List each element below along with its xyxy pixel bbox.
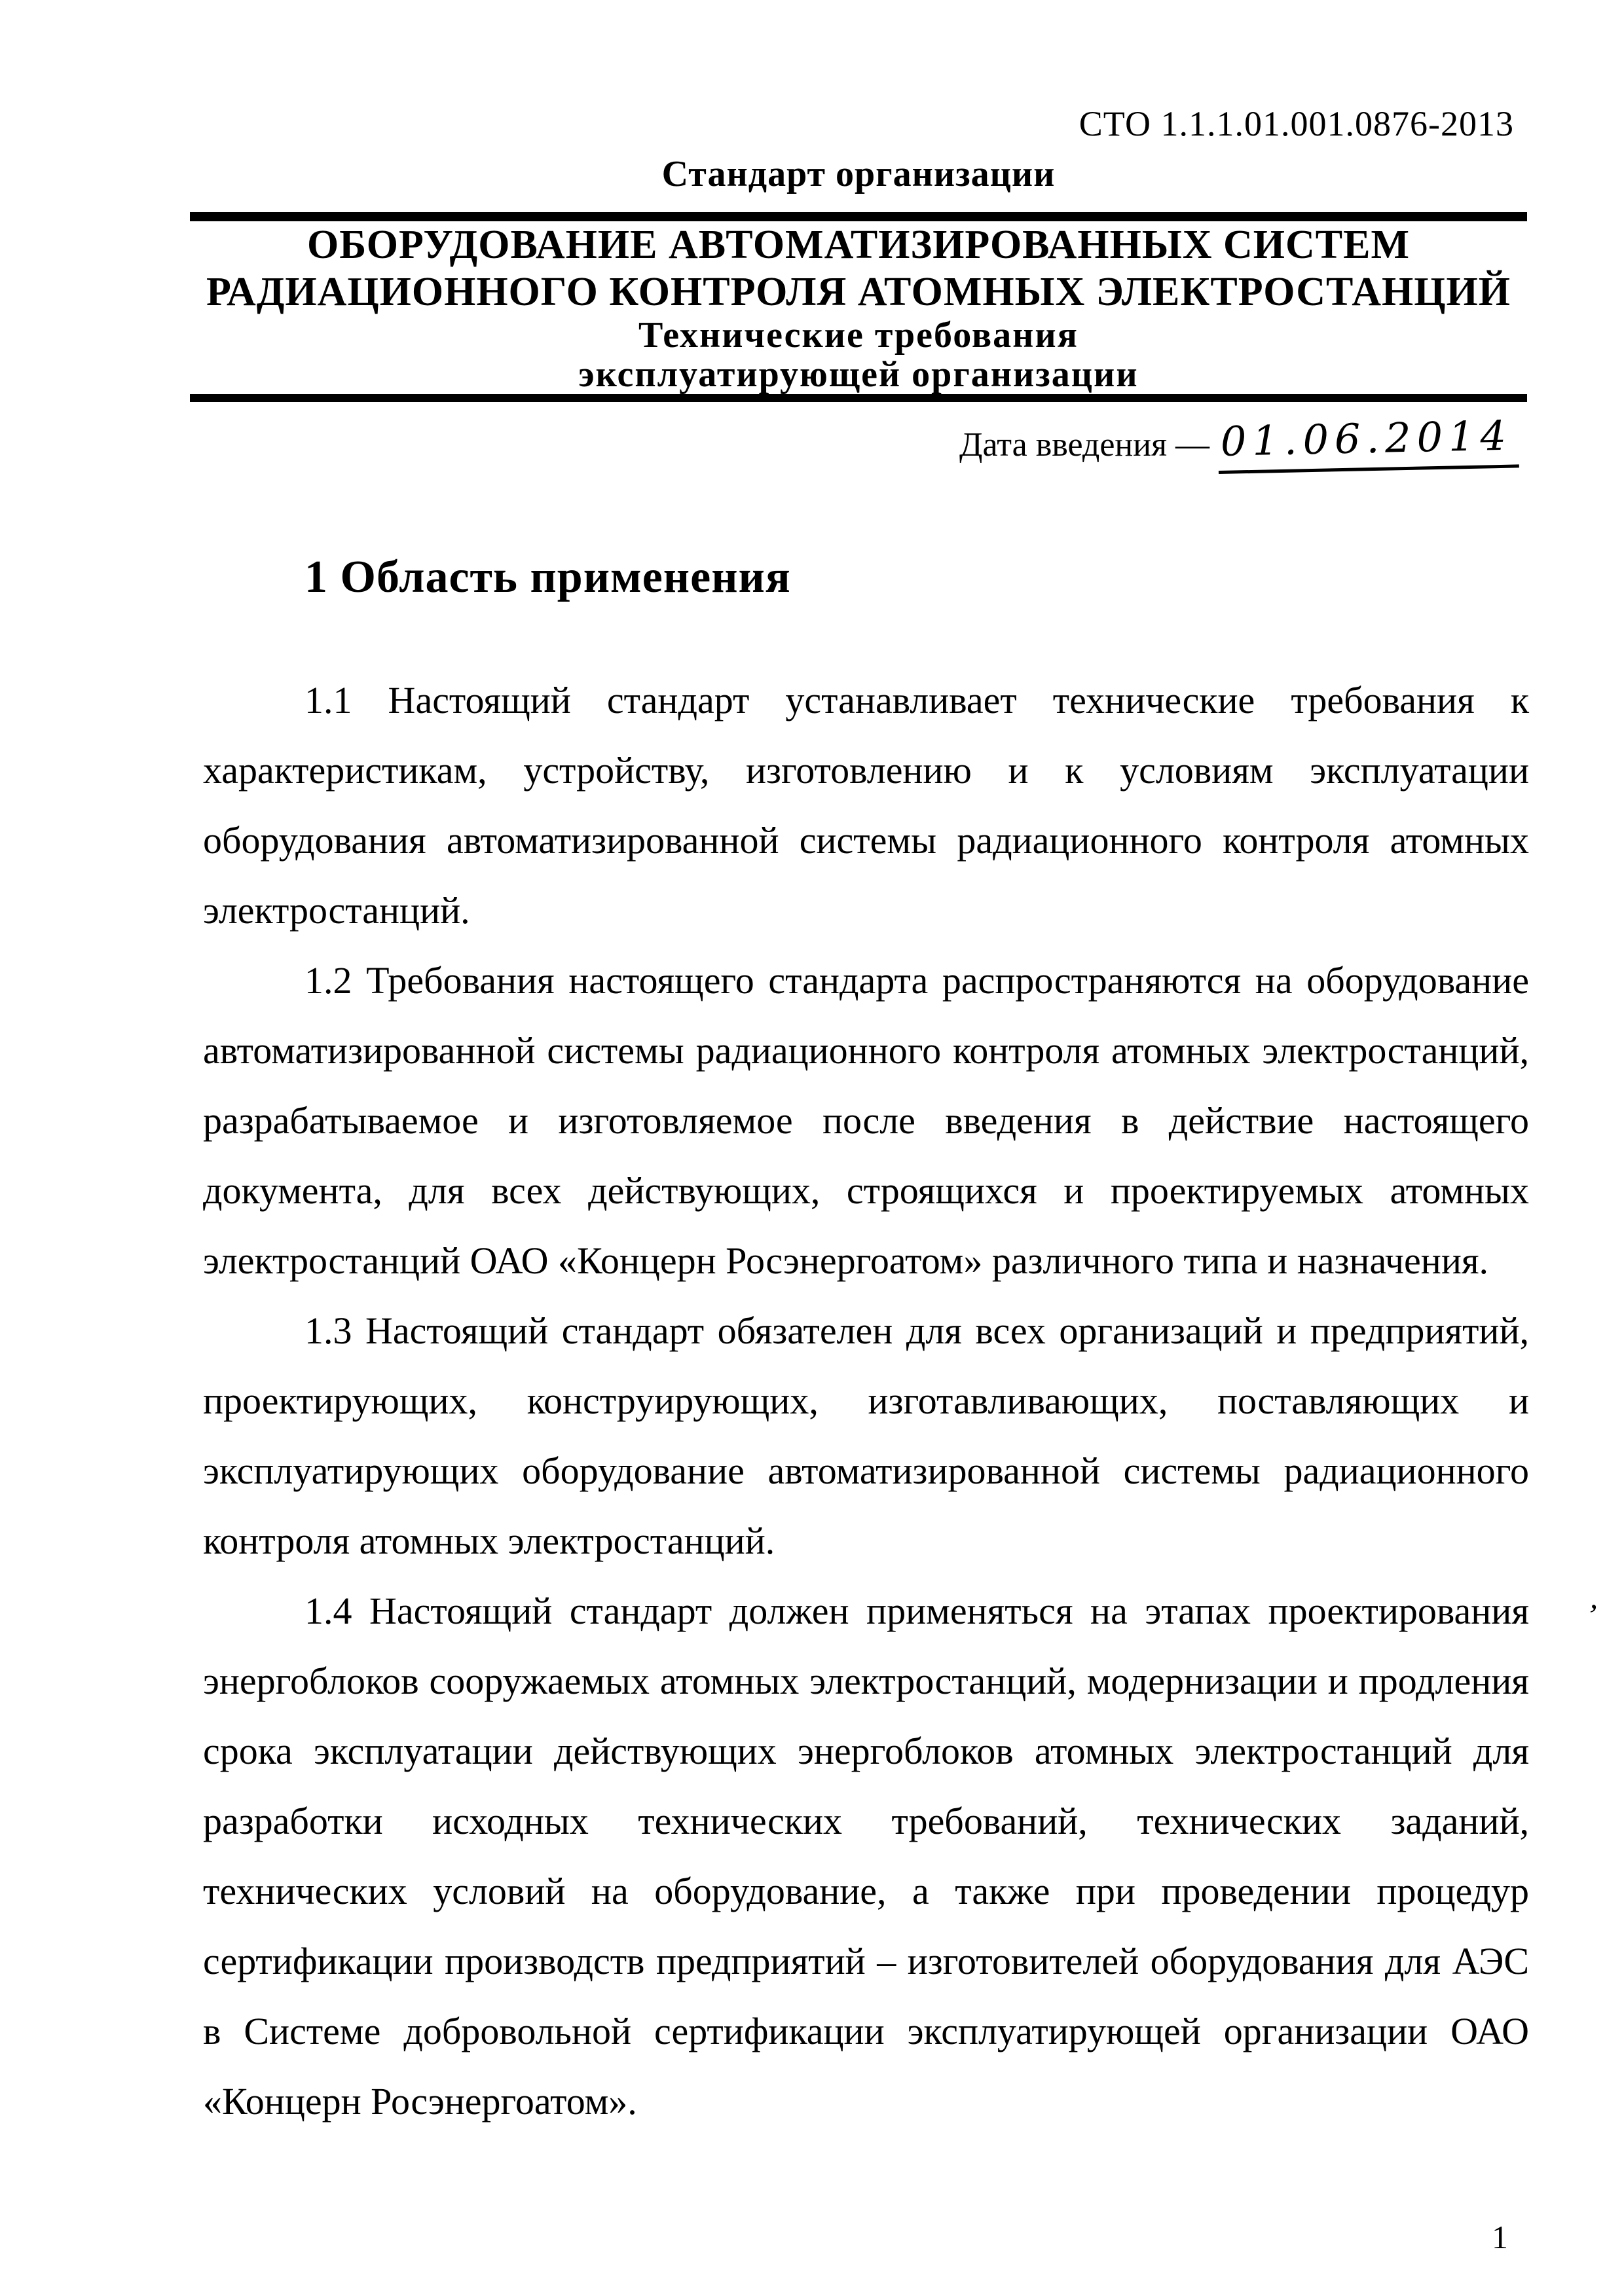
paragraph-1-4: 1.4 Настоящий стандарт должен применяться на этапах проектирования энергоблоков сооружаемых атомных электростанций, модернизации и продления срока эксплуатации действующих энергоблоков атомных электростанций для разработки исходных технических требований, технических заданий, технических условий на оборудование, а также при проведении процедур сертификации производств предприятий – изготовителей оборудования для АЭС в Системе добровольной сертификации эксплуатирующей организации ОАО «Концерн Росэнергоатом». [203, 1590, 1529, 2123]
page-number: 1 [1492, 2219, 1508, 2255]
doc-type-heading: Стандарт организации [661, 154, 1056, 194]
scan-artifact-mark: ’ [1585, 1597, 1600, 1633]
paragraph-1-2: 1.2 Требования настоящего стандарта распространяются на оборудование автоматизированной системы радиационного контроля атомных электростанций, разрабатываемое и изготовляемое после введения в действие настоящего документа, для всех действующих, строящихся и проектируемых атомных электростанций ОАО «Концерн Росэнергоатом» различного типа и назначения. [203, 959, 1529, 1282]
introduction-date-line [959, 411, 1519, 474]
title-line-4: эксплуатирующей организации [578, 354, 1139, 395]
paragraph-1-1: 1.1 Настоящий стандарт устанавливает технические требования к характеристикам, устройству, изготовлению и к условиям эксплуатации оборудования автоматизированной системы радиационного контроля атомных электростанций. [203, 679, 1529, 932]
title-line-3: Технические требования [638, 315, 1079, 355]
introduction-date-handwritten-value: 01.06.2014 [1217, 411, 1519, 474]
title-block [190, 212, 1527, 402]
paragraph-1-3: 1.3 Настоящий стандарт обязателен для всех организаций и предприятий, проектирующих, конструирующих, изготавливающих, поставляющих и эксплуатирующих оборудование автоматизированной системы радиационного контроля атомных электростанций. [203, 1309, 1529, 1562]
section-1-body [203, 665, 1529, 2136]
title-line-1: ОБОРУДОВАНИЕ АВТОМАТИЗИРОВАННЫХ СИСТЕМ [307, 223, 1410, 267]
section-1-heading: 1 Область применения [304, 552, 791, 602]
doc-number: СТО 1.1.1.01.001.0876-2013 [1079, 104, 1514, 143]
title-line-2: РАДИАЦИОННОГО КОНТРОЛЯ АТОМНЫХ ЭЛЕКТРОСТАНЦИЙ [206, 270, 1511, 314]
introduction-date-label: Дата введения — [959, 426, 1209, 464]
